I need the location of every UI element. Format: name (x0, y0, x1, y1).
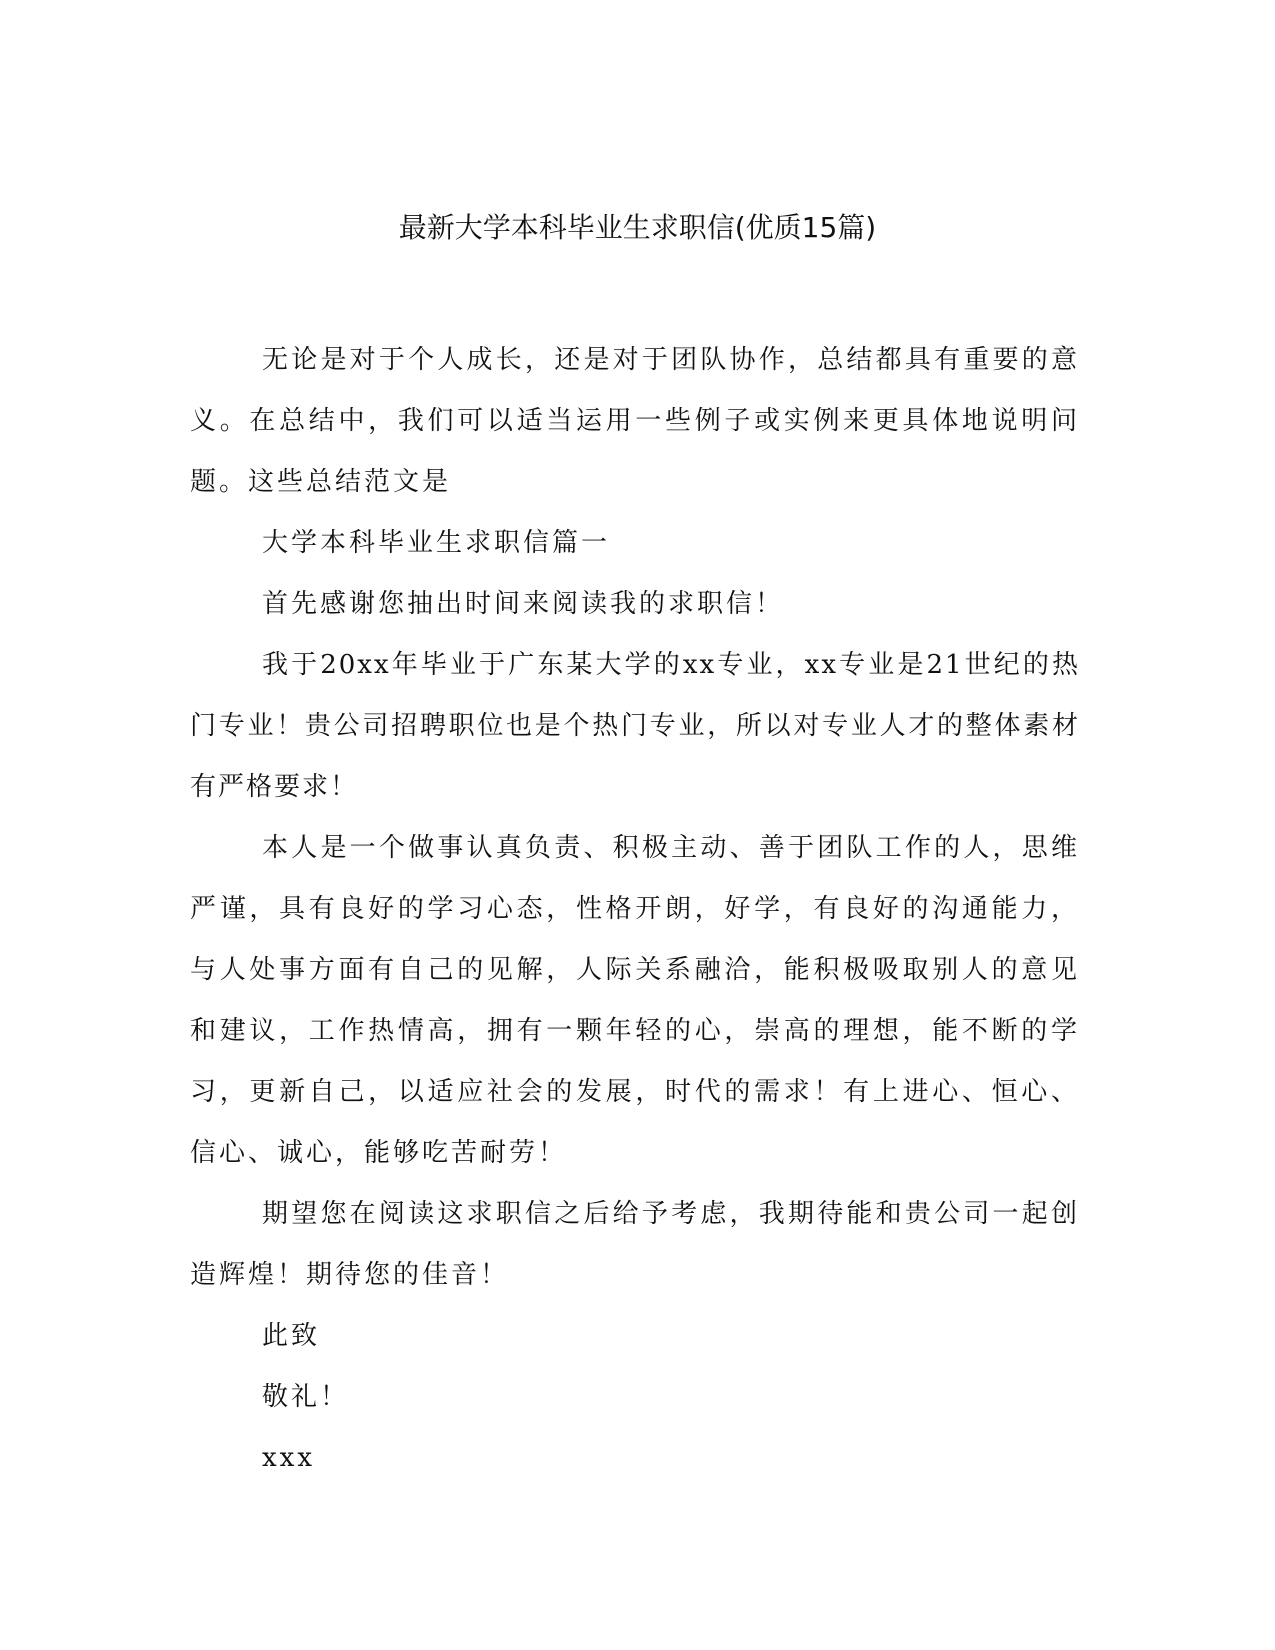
salutation-line: 此致 (262, 1321, 321, 1351)
signature-line: xxx (262, 1443, 315, 1473)
section-heading: 大学本科毕业生求职信篇一 (262, 528, 611, 558)
closing-paragraph: 期望您在阅读这求职信之后给予考虑，我期待能和贵公司一起创造辉煌！期待您的佳音！ (190, 1199, 1080, 1290)
document-body (190, 330, 1080, 1489)
document-title: 最新大学本科毕业生求职信(优质15篇) (398, 211, 877, 244)
self-description-paragraph: 本人是一个做事认真负责、积极主动、善于团队工作的人，思维严谨，具有良好的学习心态，性格开朗，好学，有良好的沟通能力，与人处事方面有自己的见解，人际关系融洽，能积极吸取别人的意见和建议，工作热情高，拥有一颗年轻的心，崇高的理想，能不断的学习，更新自己，以适应社会的发展，时代的需求！有上进心、恒心、信心、诚心，能够吃苦耐劳！ (190, 833, 1080, 1168)
education-paragraph: 我于20xx年毕业于广东某大学的xx专业，xx专业是21世纪的热门专业！贵公司招聘职位也是个热门专业，所以对专业人才的整体素材有严格要求！ (190, 650, 1080, 802)
regards-line: 敬礼！ (262, 1382, 350, 1412)
greeting-paragraph: 首先感谢您抽出时间来阅读我的求职信！ (262, 589, 785, 619)
intro-paragraph: 无论是对于个人成长，还是对于团队协作，总结都具有重要的意义。在总结中，我们可以适当运用一些例子或实例来更具体地说明问题。这些总结范文是 (190, 345, 1080, 497)
